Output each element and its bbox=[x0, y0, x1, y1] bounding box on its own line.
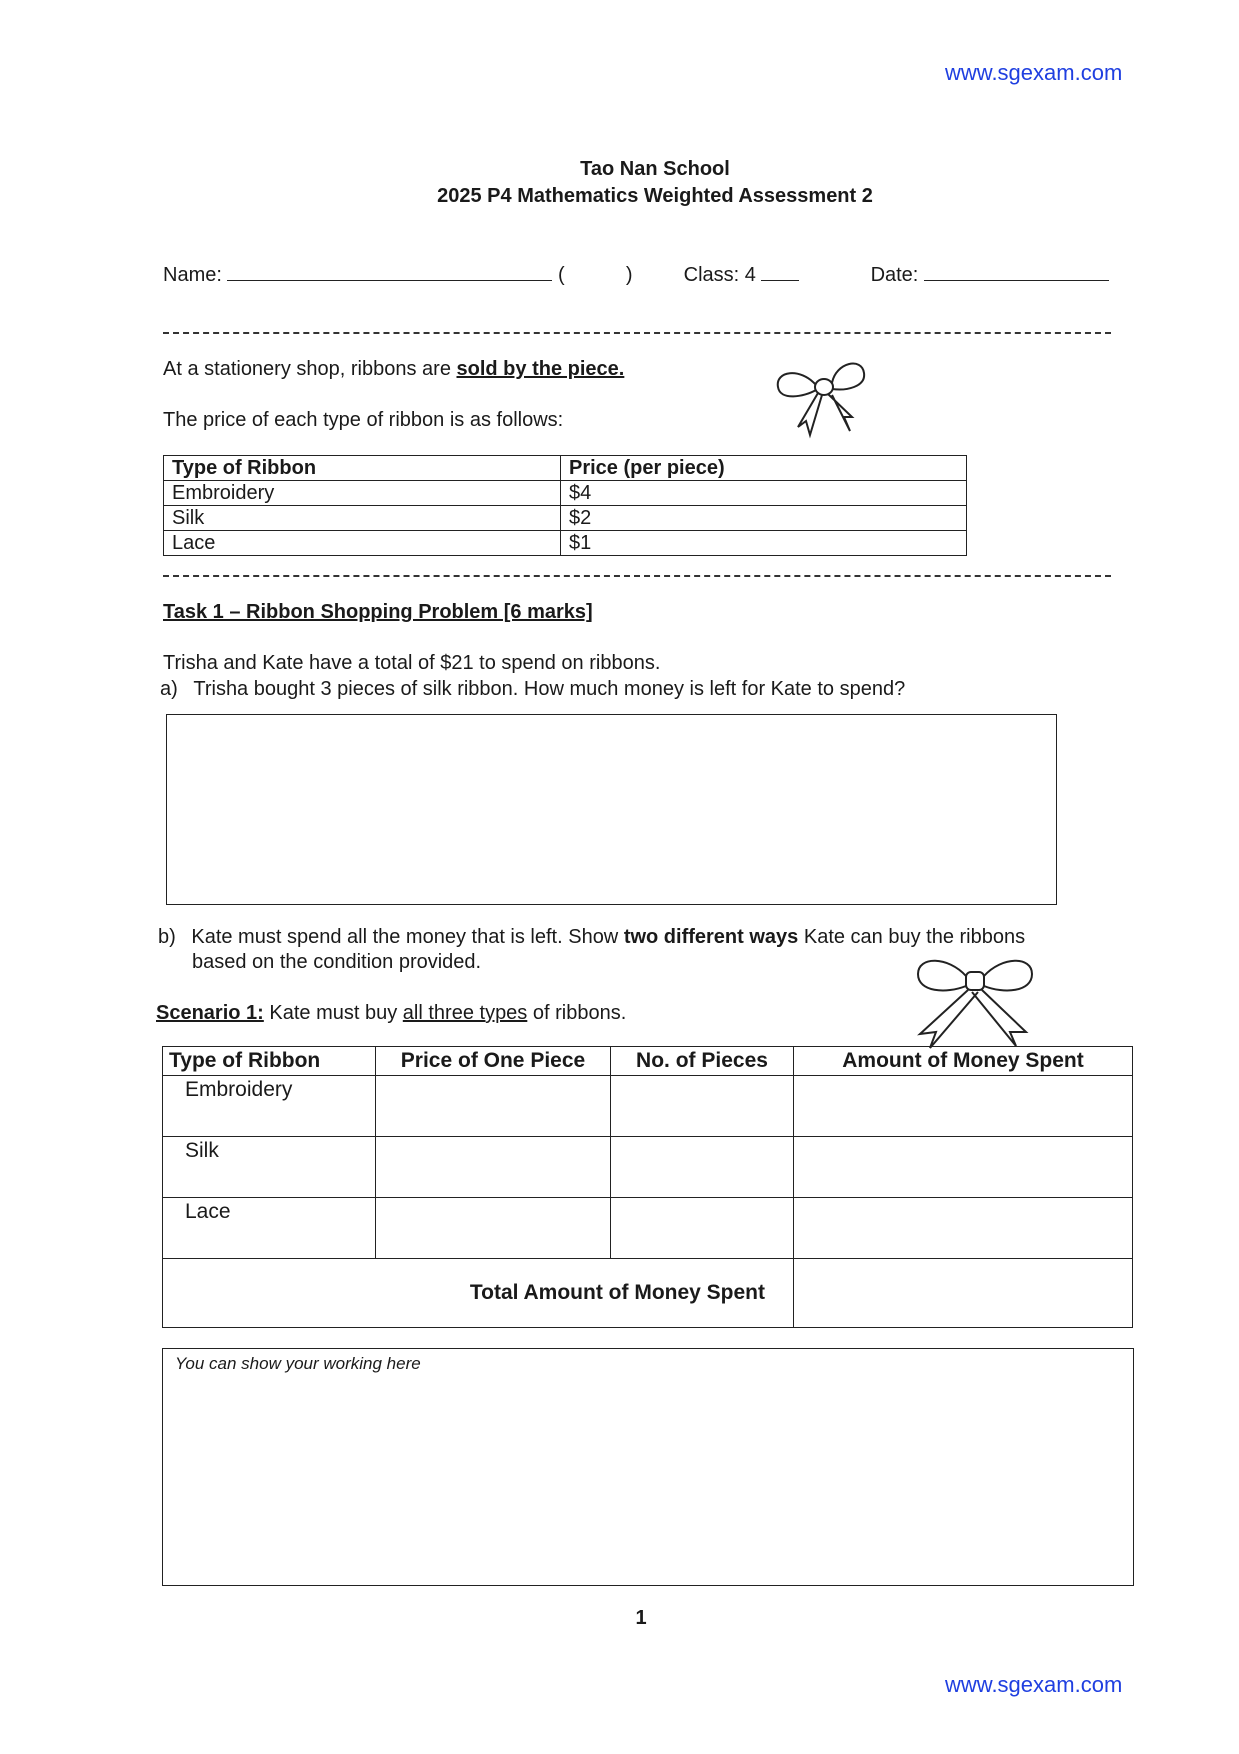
working-box[interactable] bbox=[162, 1348, 1134, 1586]
divider-dashed bbox=[163, 575, 1111, 577]
intro-line-1 bbox=[163, 358, 624, 381]
ribbon-type: Embroidery bbox=[164, 481, 561, 506]
total-row bbox=[163, 1259, 1133, 1328]
date-field[interactable] bbox=[924, 262, 1109, 281]
amount-cell[interactable] bbox=[794, 1198, 1133, 1259]
header-price: Price of One Piece bbox=[376, 1047, 611, 1076]
working-hint: You can show your working here bbox=[175, 1354, 421, 1373]
row-type: Embroidery bbox=[163, 1076, 376, 1137]
name-label: Name: bbox=[163, 264, 222, 286]
divider-dashed bbox=[163, 332, 1111, 334]
ribbon-price: $4 bbox=[561, 481, 967, 506]
scenario-emphasis: all three types bbox=[402, 1002, 528, 1024]
header-amount: Amount of Money Spent bbox=[794, 1047, 1133, 1076]
question-b-line-2: based on the condition provided. bbox=[192, 951, 482, 973]
site-url-bottom[interactable]: www.sgexam.com bbox=[945, 1672, 1123, 1697]
amount-cell[interactable] bbox=[794, 1137, 1133, 1198]
task-intro: Trisha and Kate have a total of $21 to spend on ribbons. bbox=[163, 652, 661, 674]
question-b-text: Kate must spend all the money that is left. Show bbox=[191, 926, 624, 948]
date-label: Date: bbox=[870, 264, 919, 286]
index-paren-close: ) bbox=[625, 264, 633, 286]
page-number: 1 bbox=[635, 1607, 647, 1629]
intro-text: At a stationery shop, ribbons are bbox=[163, 358, 457, 380]
scenario-text: Kate must buy bbox=[263, 1002, 403, 1024]
name-field[interactable] bbox=[227, 262, 552, 281]
student-info-row bbox=[163, 262, 1113, 287]
table-row bbox=[163, 1198, 1133, 1259]
assessment-title: 2025 P4 Mathematics Weighted Assessment 2 bbox=[437, 185, 873, 207]
table-row bbox=[163, 1076, 1133, 1137]
row-type: Lace bbox=[163, 1198, 376, 1259]
amount-cell[interactable] bbox=[794, 1076, 1133, 1137]
table-row bbox=[164, 506, 967, 531]
question-a-label: a) bbox=[160, 678, 178, 700]
pieces-cell[interactable] bbox=[611, 1198, 794, 1259]
header-pieces: No. of Pieces bbox=[611, 1047, 794, 1076]
question-b bbox=[158, 926, 1138, 949]
scenario-label: Scenario 1: bbox=[156, 1002, 264, 1024]
price-cell[interactable] bbox=[376, 1198, 611, 1259]
intro-line-2: The price of each type of ribbon is as follows: bbox=[163, 409, 564, 431]
task-title: Task 1 – Ribbon Shopping Problem [6 marks] bbox=[163, 601, 593, 623]
question-b-emphasis: two different ways bbox=[623, 926, 799, 948]
table-row bbox=[164, 531, 967, 556]
table-row bbox=[163, 1137, 1133, 1198]
total-amount-cell[interactable] bbox=[794, 1259, 1133, 1328]
question-a-text: Trisha bought 3 pieces of silk ribbon. How much money is left for Kate to spend? bbox=[193, 678, 906, 700]
scenario-line bbox=[156, 1002, 626, 1025]
question-a bbox=[160, 678, 905, 701]
question-b-text-2: Kate can buy the ribbons bbox=[798, 926, 1026, 948]
price-header-type: Type of Ribbon bbox=[164, 456, 561, 481]
row-type: Silk bbox=[163, 1137, 376, 1198]
pieces-cell[interactable] bbox=[611, 1137, 794, 1198]
price-cell[interactable] bbox=[376, 1076, 611, 1137]
ribbon-price: $2 bbox=[561, 506, 967, 531]
bow-icon bbox=[770, 357, 880, 445]
site-url-top[interactable]: www.sgexam.com bbox=[945, 60, 1123, 85]
price-table-header bbox=[164, 456, 967, 481]
intro-emphasis: sold by the piece. bbox=[456, 358, 625, 380]
class-field[interactable] bbox=[761, 262, 799, 281]
price-cell[interactable] bbox=[376, 1137, 611, 1198]
header-type: Type of Ribbon bbox=[163, 1047, 376, 1076]
price-table bbox=[163, 455, 967, 556]
pieces-cell[interactable] bbox=[611, 1076, 794, 1137]
answer-box-a[interactable] bbox=[166, 714, 1057, 905]
scenario-table bbox=[162, 1046, 1133, 1328]
question-b-label: b) bbox=[158, 926, 176, 948]
price-header-price: Price (per piece) bbox=[561, 456, 967, 481]
scenario-table-header bbox=[163, 1047, 1133, 1076]
ribbon-type: Lace bbox=[164, 531, 561, 556]
ribbon-price: $1 bbox=[561, 531, 967, 556]
scenario-text-suffix: of ribbons. bbox=[527, 1002, 627, 1024]
school-name: Tao Nan School bbox=[580, 158, 730, 180]
class-label: Class: 4 bbox=[683, 264, 756, 286]
total-label: Total Amount of Money Spent bbox=[163, 1259, 794, 1328]
ribbon-type: Silk bbox=[164, 506, 561, 531]
table-row bbox=[164, 481, 967, 506]
index-paren-open: ( bbox=[558, 264, 565, 286]
bow-icon bbox=[900, 950, 1050, 1050]
